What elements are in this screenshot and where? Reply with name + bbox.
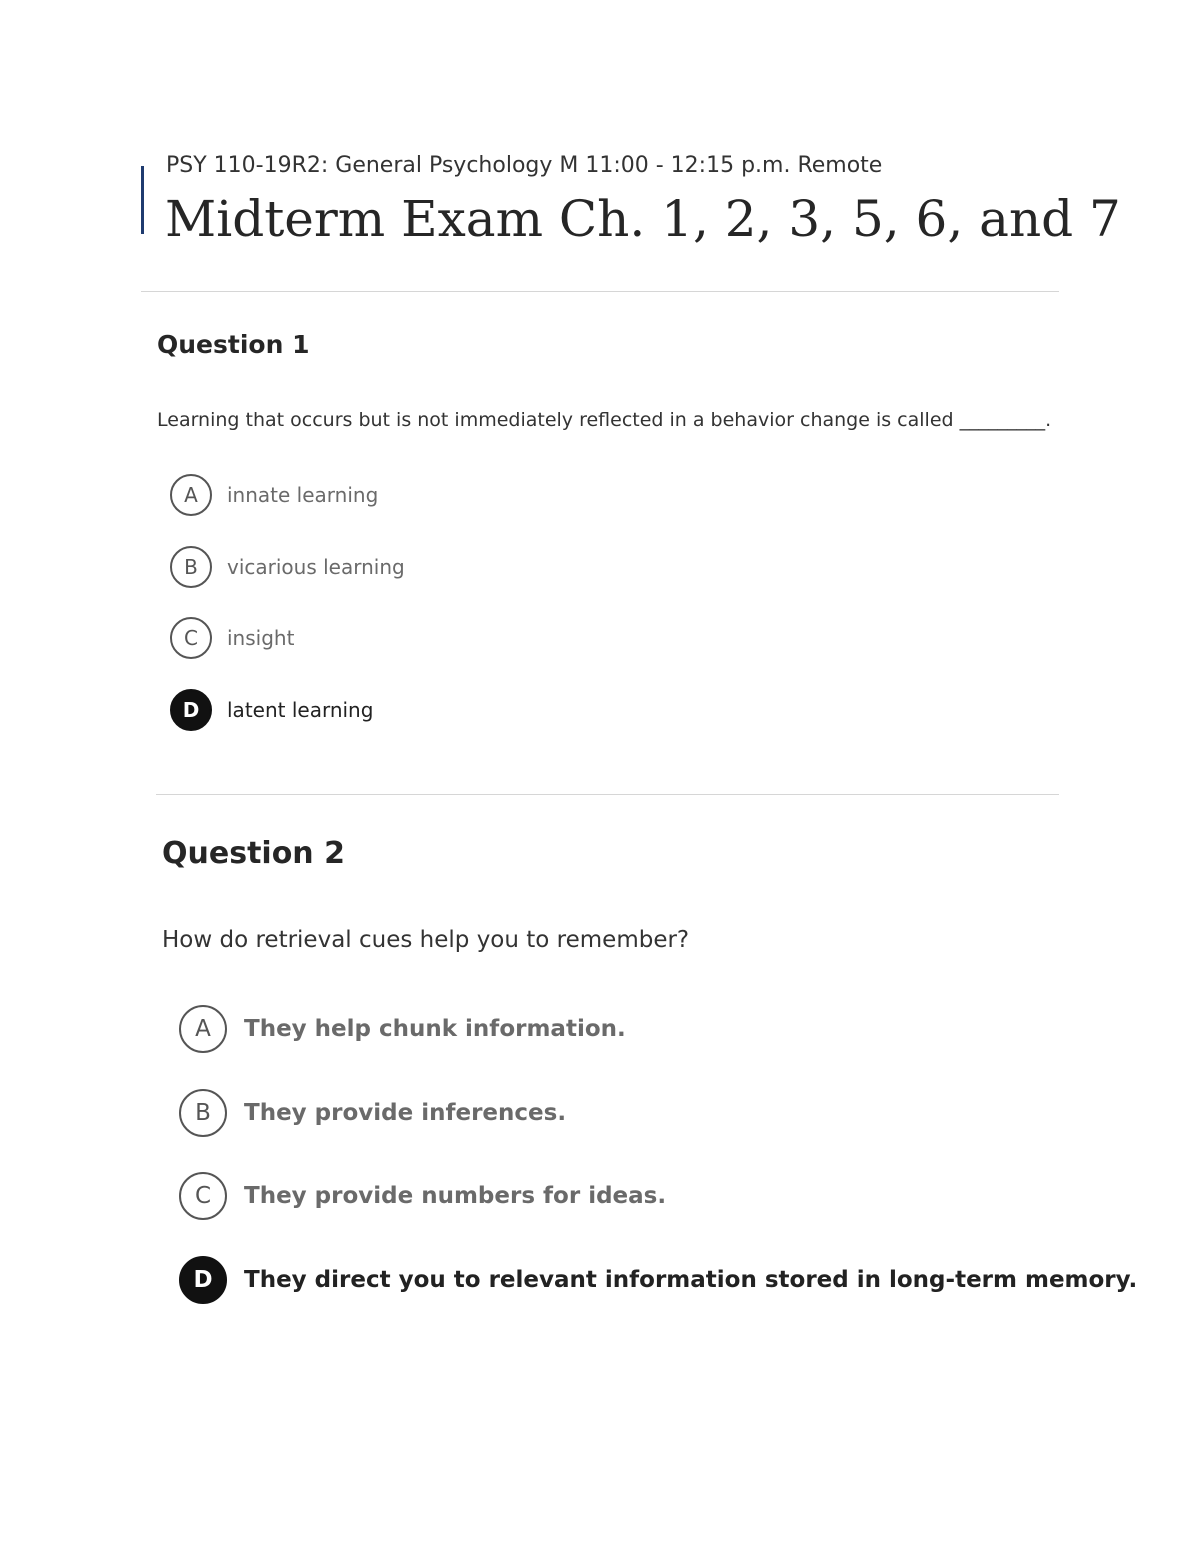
answer-choice-c[interactable]	[170, 617, 294, 659]
question-prompt: Learning that occurs but is not immediately reflected in a behavior change is called _________.	[157, 409, 1052, 431]
question-heading: Question 1	[157, 330, 310, 359]
choice-label: innate learning	[227, 483, 379, 507]
choice-letter-badge-selected: D	[179, 1256, 227, 1304]
choice-letter-badge: A	[179, 1005, 227, 1053]
choice-letter-badge: C	[170, 617, 212, 659]
choice-label: They help chunk information.	[244, 1016, 626, 1042]
answer-choice-c[interactable]	[179, 1172, 666, 1220]
question-heading: Question 2	[162, 836, 345, 871]
choice-letter-badge: B	[179, 1089, 227, 1137]
question-divider	[156, 794, 1059, 795]
course-name: PSY 110-19R2: General Psychology M 11:00 - 12:15 p.m. Remote	[166, 153, 883, 178]
answer-choice-a[interactable]	[170, 474, 378, 516]
choice-label: They provide inferences.	[244, 1100, 567, 1126]
choice-label: insight	[227, 626, 295, 650]
choice-letter-badge: C	[179, 1172, 227, 1220]
choice-letter-badge: A	[170, 474, 212, 516]
choice-label: They provide numbers for ideas.	[244, 1183, 667, 1209]
choice-label: They direct you to relevant information stored in long-term memory.	[244, 1267, 1138, 1293]
header-accent-bar	[141, 166, 144, 234]
answer-choice-a[interactable]	[179, 1005, 626, 1053]
header-divider	[141, 291, 1059, 292]
choice-label: latent learning	[227, 698, 374, 722]
choice-label: vicarious learning	[227, 555, 405, 579]
choice-letter-badge-selected: D	[170, 689, 212, 731]
answer-choice-b[interactable]	[179, 1089, 566, 1137]
page-title: Midterm Exam Ch. 1, 2, 3, 5, 6, and 7	[165, 190, 1121, 248]
answer-choice-d[interactable]	[170, 689, 373, 731]
answer-choice-b[interactable]	[170, 546, 405, 588]
answer-choice-d[interactable]	[179, 1256, 1137, 1304]
question-prompt: How do retrieval cues help you to remember?	[162, 927, 690, 953]
choice-letter-badge: B	[170, 546, 212, 588]
